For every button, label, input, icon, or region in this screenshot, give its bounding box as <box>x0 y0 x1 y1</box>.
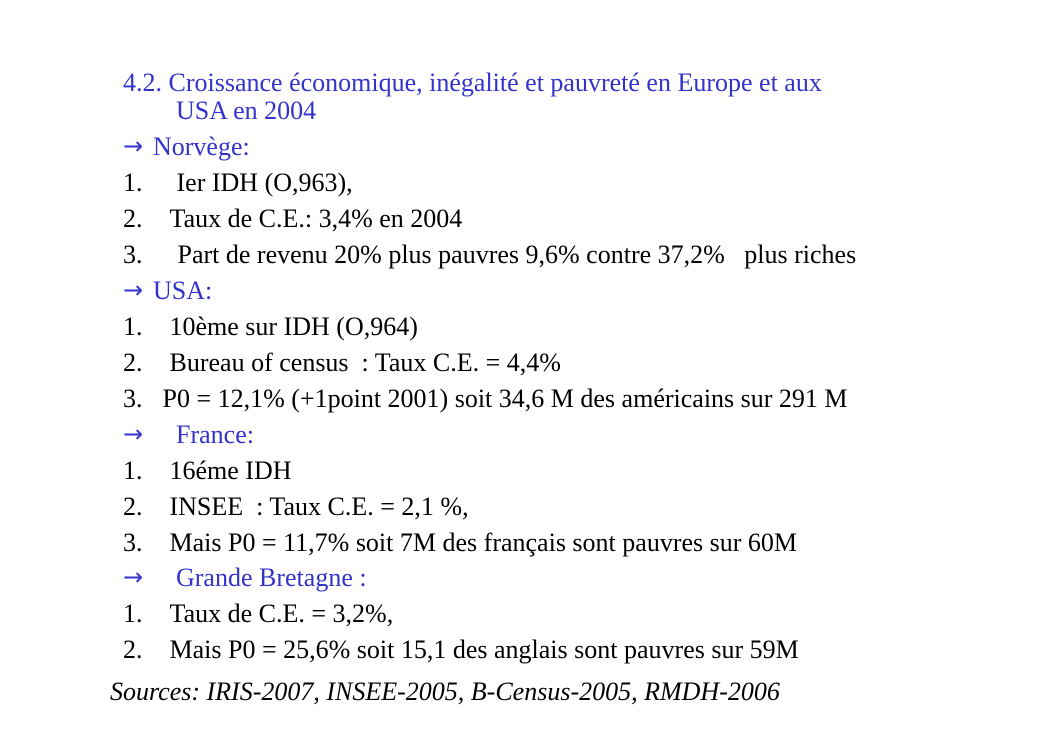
item-text: Taux de C.E.: 3,4% en 2004 <box>169 204 463 233</box>
item-text: Part de revenu 20% plus pauvres 9,6% contre 37,2% plus riches <box>177 240 857 269</box>
item-number: 1. <box>123 168 143 197</box>
title-line-1: Croissance économique, inégalité et pauvreté en Europe et aux <box>168 68 822 97</box>
arrow-right-icon: → <box>123 276 144 304</box>
item-text: Mais P0 = 11,7% soit 7M des français sont pauvres sur 60M <box>169 528 798 557</box>
heading-text: Grande Bretagne : <box>176 563 367 592</box>
item-text: INSEE : Taux C.E. = 2,1 %, <box>169 492 469 521</box>
item-number: 3. <box>123 384 143 413</box>
item-text: P0 = 12,1% (+1point 2001) soit 34,6 M des américains sur 291 M <box>162 384 848 413</box>
item-number: 1. <box>123 599 143 628</box>
list-item <box>110 605 799 665</box>
item-number: 1. <box>123 456 143 485</box>
item-number: 2. <box>123 492 143 521</box>
item-text: Ier IDH (O,963), <box>176 168 353 197</box>
item-text: Bureau of census : Taux C.E. = 4,4% <box>169 348 561 377</box>
item-number: 2. <box>123 348 143 377</box>
arrow-right-icon: → <box>123 420 144 448</box>
item-number: 3. <box>123 240 143 269</box>
item-number: 2. <box>123 635 143 664</box>
item-text: 16éme IDH <box>169 456 292 485</box>
title-line-2: USA en 2004 <box>176 96 317 125</box>
item-text: Mais P0 = 25,6% soit 15,1 des anglais sont pauvres sur 59M <box>169 635 799 664</box>
item-number: 1. <box>123 312 143 341</box>
heading-text: USA: <box>153 276 213 305</box>
item-number: 3. <box>123 528 143 557</box>
sources-line: Sources: IRIS-2007, INSEE-2005, B-Census-2005, RMDH-2006 <box>110 677 780 706</box>
item-text: Taux de C.E. = 3,2%, <box>169 599 394 628</box>
item-text: 10ème sur IDH (O,964) <box>169 312 418 341</box>
arrow-right-icon: → <box>123 132 144 160</box>
heading-text: France: <box>176 420 254 449</box>
heading-text: Norvège: <box>153 132 250 161</box>
list-item <box>110 210 856 270</box>
title-number: 4.2. <box>123 68 162 97</box>
item-number: 2. <box>123 204 143 233</box>
arrow-right-icon: → <box>123 563 144 591</box>
